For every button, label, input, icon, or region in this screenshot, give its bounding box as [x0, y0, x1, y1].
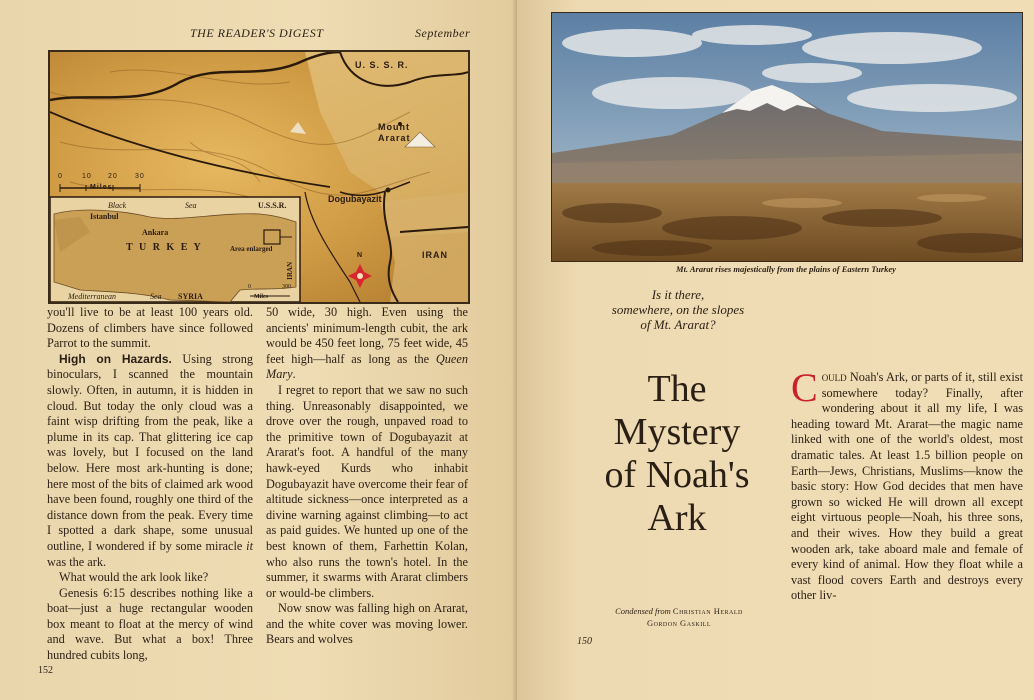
running-title: THE READER'S DIGEST [190, 26, 324, 40]
inset-ankara: Ankara [142, 228, 169, 237]
author-name: Gordon Gaskill [646, 618, 712, 628]
map-scale-20: 20 [108, 173, 118, 180]
paragraph [266, 305, 468, 383]
ship-name: Queen Mary [266, 351, 468, 382]
drop-cap: C [791, 365, 818, 410]
mountain-landscape [552, 13, 1022, 261]
inset-area-enlarged: Area enlarged [230, 245, 273, 253]
subhead-high-on-hazards: High on Hazards. [59, 351, 172, 366]
paragraph: What would the ark look like? [59, 570, 209, 585]
title-line: of Noah's [604, 454, 750, 496]
inset-black-sea-1: Black [108, 201, 127, 210]
map-scale-10: 10 [82, 173, 92, 180]
condensed-from: Condensed from [615, 606, 671, 616]
inset-ussr: U.S.S.R. [258, 201, 287, 210]
inset-scale-0: 0 [248, 284, 251, 290]
emphasis: it [246, 538, 253, 553]
teaser-line: Is it there, [651, 287, 705, 302]
map-scale-0: 0 [58, 173, 63, 180]
article-body [791, 365, 1023, 604]
teaser-line: of Mt. Ararat? [640, 317, 716, 332]
map-scale-30: 30 [135, 173, 145, 180]
inset-istanbul: Istanbul [90, 212, 119, 221]
lead-word: ould [821, 370, 847, 384]
right-page [517, 0, 1034, 700]
ararat-region-map [48, 50, 470, 304]
inset-miles: Miles [254, 294, 268, 300]
paragraph-text: 50 wide, 30 high. Even using the ancients' minimum-length cubit, the ark would be 450 feet long, 75 feet wide, 45 feet high—half as long as the [266, 305, 468, 366]
inset-mediterranean: Mediterranean [68, 292, 116, 301]
title-line: Mystery [613, 411, 741, 453]
map-label-dogubayazit: Dogubayazit [328, 194, 382, 204]
mount-ararat-photo [551, 12, 1023, 262]
publication-name: Christian Herald [672, 606, 743, 616]
paragraph: I regret to report that we saw no such thing. Unreasonably disappointed, we drove over the rough, unpaved road to the primitive town of Dogubayazit at Ararat's foot. A handful of the many hawk-eyed Kurds who inhabit Dogubayazit have overcome their fear of altitude sickness—once interpreted as a divine warning against climbing—to act as paid guides. We hunted up one of the best known of them, Farhettin Kolan, who also runs the town's hotel. In the summer, it swarms with Ararat climbers or would-be climbers. [266, 382, 468, 600]
inset-iran: IRAN [286, 262, 294, 280]
map-label-iran: IRAN [422, 250, 448, 260]
title-line: The [647, 368, 707, 410]
left-column-1 [47, 305, 253, 664]
paragraph: Now snow was falling high on Ararat, and the white cover was moving lower. Bears and wolves [266, 601, 468, 647]
article-title [577, 368, 777, 540]
source-line [569, 605, 789, 617]
left-column-2 [266, 305, 468, 648]
teaser-question [583, 287, 773, 332]
map-label-ussr: U. S. S. R. [355, 60, 409, 70]
map-scale-miles: Miles [90, 184, 113, 191]
page-number-left: 152 [38, 665, 53, 676]
map-label-ararat: Ararat [378, 133, 411, 143]
inset-black-sea-2: Sea [185, 201, 197, 210]
photo-caption: Mt. Ararat rises majestically from the plains of Eastern Turkey [676, 264, 896, 274]
inset-sea: Sea [150, 292, 162, 301]
paragraph [47, 352, 253, 570]
paragraph-text: was the ark. [47, 554, 107, 569]
map-label-mount: Mount [378, 122, 410, 132]
page-number-right: 150 [577, 636, 592, 647]
inset-syria: SYRIA [178, 292, 203, 301]
inset-scale-300: 300 [282, 284, 291, 290]
body-text: Noah's Ark, or parts of it, still exist somewhere today? Finally, after wondering about it all my life, I was heading toward Mt. Ararat—the magic name linked with one of the world's oldest, most dramatic tales. At least 1.5 billion people on Earth—Jews, Christians, Muslims—know the basic story: How God decides that men have grown so wicked He will drown all except eight virtuous people—Noah, his three sons, and their wives. How they build a great wooden ark, take aboard male and female of every kind of animal. How they float while a vast flood covers Earth and destroys every other liv- [791, 370, 1023, 603]
running-month: September [415, 26, 471, 40]
map-label-compass-n: N [357, 252, 364, 259]
inset-turkey: T U R K E Y [126, 242, 203, 253]
paragraph: you'll live to be at least 100 years old. Dozens of climbers have since followed Parrot to the summit. [47, 305, 253, 351]
paragraph: Genesis 6:15 describes nothing like a boat—just a huge rectangular wooden box meant to float at the mercy of wind and wave. But what a box! Three hundred cubits long, [47, 585, 253, 663]
paragraph-text: . [292, 367, 296, 382]
paragraph-text: Using strong binoculars, I scanned the mountain slowly. Often, in autumn, it is hidden in cloud. But today the only cloud was a faint wisp drifting from the peak, like a plume in its cap. That glittering ice cap was lovely, but I focused on the land below. Here most ark-hunting is done; here most of the bits of claimed ark wood have been found, roughly one third of the distance down from the peak. Every time I spotted a dark shape, some unusual outline, I wondered if by some miracle [47, 351, 253, 553]
teaser-line: somewhere, on the slopes [611, 302, 745, 317]
title-line: Ark [647, 497, 707, 539]
byline [569, 605, 789, 629]
